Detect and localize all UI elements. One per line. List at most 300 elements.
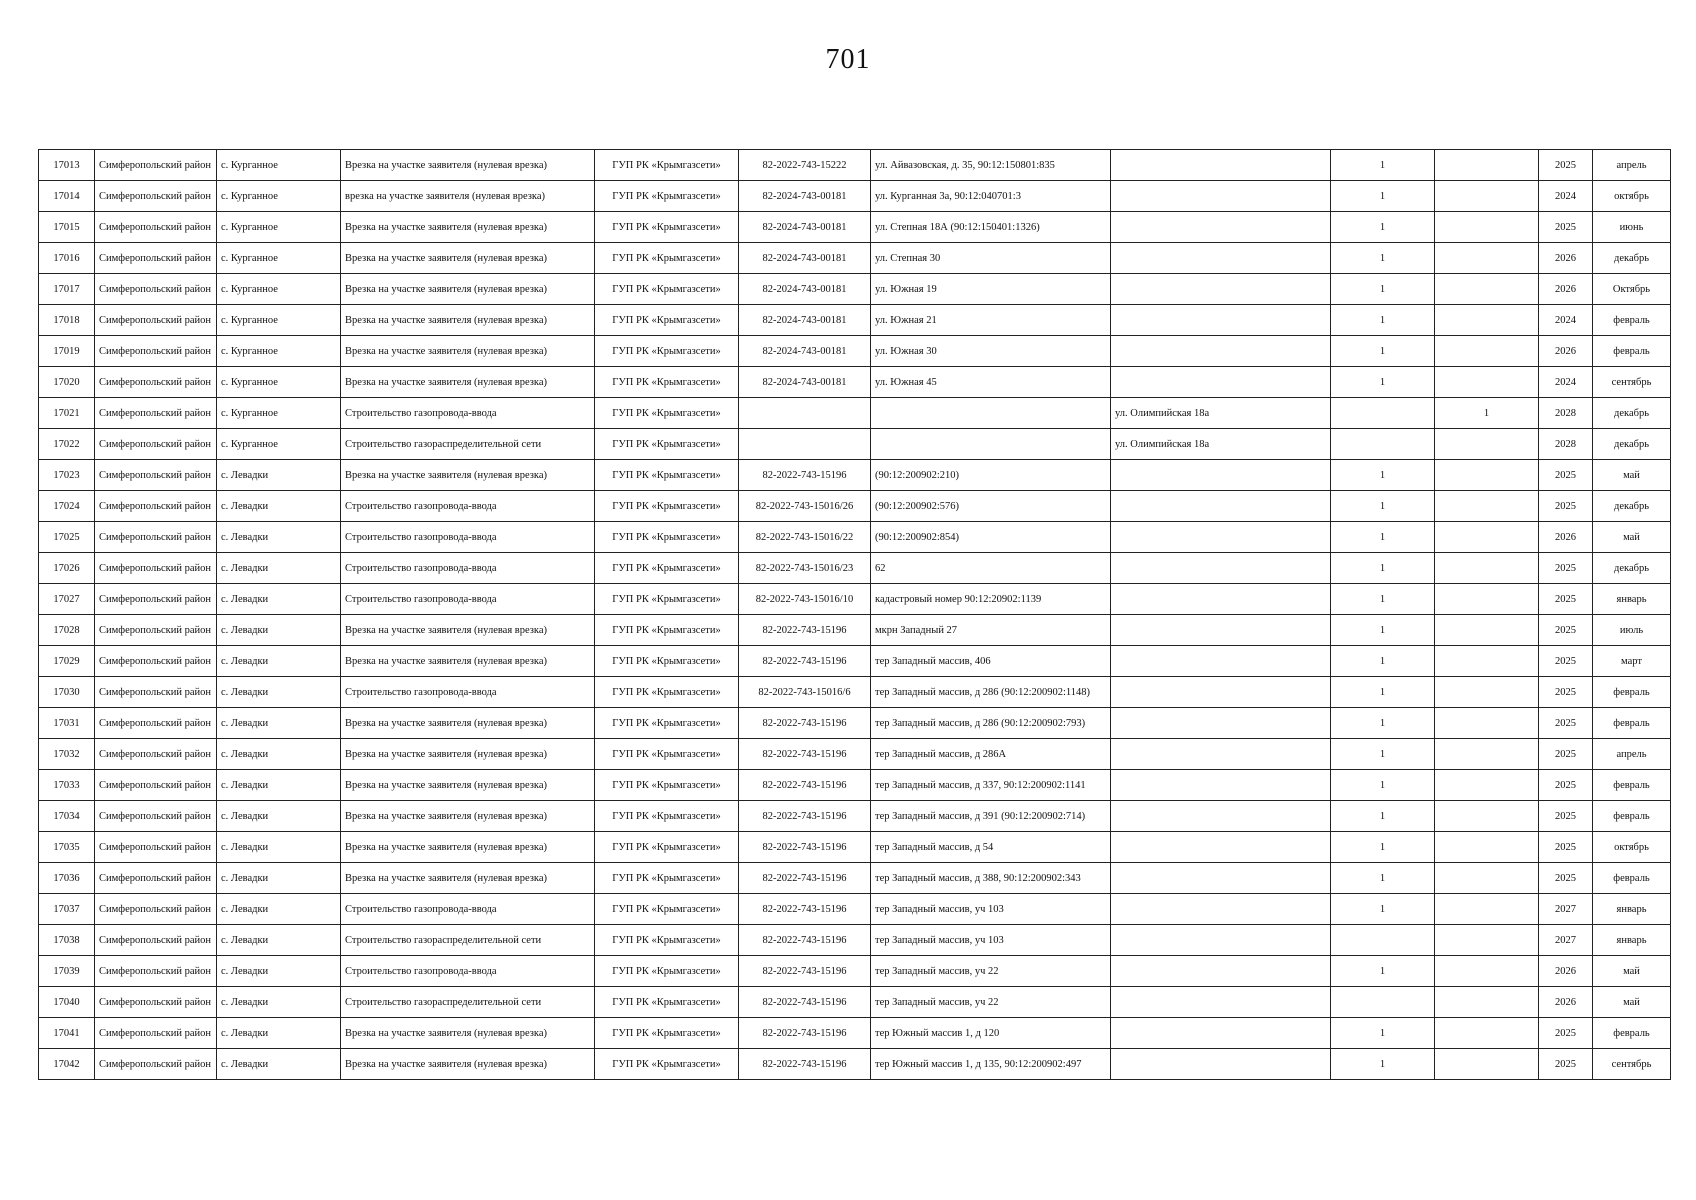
certificate-number-cell: 82-2024-743-00181	[739, 336, 871, 367]
address-alt-cell	[1111, 1049, 1331, 1080]
table-row	[39, 956, 1671, 987]
village-cell: с. Курганное	[217, 243, 341, 274]
row-number: 17037	[39, 894, 95, 925]
district-cell: Симферопольский район	[95, 894, 217, 925]
row-number: 17041	[39, 1018, 95, 1049]
work-type-cell: Врезка на участке заявителя (нулевая врезка)	[341, 801, 595, 832]
row-number: 17027	[39, 584, 95, 615]
address-cell: тер Западный массив, д 286 (90:12:200902:793)	[871, 708, 1111, 739]
quantity-alt-cell	[1435, 615, 1539, 646]
village-cell: с. Левадки	[217, 894, 341, 925]
address-alt-cell	[1111, 739, 1331, 770]
village-cell: с. Курганное	[217, 398, 341, 429]
certificate-number-cell: 82-2022-743-15196	[739, 894, 871, 925]
table-row	[39, 491, 1671, 522]
quantity-cell: 1	[1331, 863, 1435, 894]
district-cell: Симферопольский район	[95, 801, 217, 832]
quantity-alt-cell	[1435, 491, 1539, 522]
quantity-cell: 1	[1331, 243, 1435, 274]
row-number: 17036	[39, 863, 95, 894]
quantity-cell: 1	[1331, 1049, 1435, 1080]
quantity-alt-cell	[1435, 1018, 1539, 1049]
address-cell: тер Западный массив, д 286 (90:12:200902:1148)	[871, 677, 1111, 708]
village-cell: с. Левадки	[217, 863, 341, 894]
table-row	[39, 801, 1671, 832]
village-cell: с. Левадки	[217, 925, 341, 956]
quantity-cell: 1	[1331, 150, 1435, 181]
address-cell: тер Западный массив, д 391 (90:12:200902:714)	[871, 801, 1111, 832]
organization-cell: ГУП РК «Крымгазсети»	[595, 584, 739, 615]
address-cell	[871, 429, 1111, 460]
work-type-cell: Врезка на участке заявителя (нулевая врезка)	[341, 770, 595, 801]
district-cell: Симферопольский район	[95, 243, 217, 274]
year-cell: 2025	[1539, 615, 1593, 646]
village-cell: с. Левадки	[217, 739, 341, 770]
organization-cell: ГУП РК «Крымгазсети»	[595, 398, 739, 429]
organization-cell: ГУП РК «Крымгазсети»	[595, 770, 739, 801]
district-cell: Симферопольский район	[95, 677, 217, 708]
year-cell: 2025	[1539, 708, 1593, 739]
work-type-cell: Врезка на участке заявителя (нулевая врезка)	[341, 708, 595, 739]
village-cell: с. Левадки	[217, 1049, 341, 1080]
village-cell: с. Курганное	[217, 150, 341, 181]
village-cell: с. Левадки	[217, 553, 341, 584]
village-cell: с. Левадки	[217, 522, 341, 553]
village-cell: с. Левадки	[217, 677, 341, 708]
year-cell: 2025	[1539, 460, 1593, 491]
row-number: 17030	[39, 677, 95, 708]
address-alt-cell	[1111, 646, 1331, 677]
organization-cell: ГУП РК «Крымгазсети»	[595, 522, 739, 553]
row-number: 17025	[39, 522, 95, 553]
district-cell: Симферопольский район	[95, 367, 217, 398]
district-cell: Симферопольский район	[95, 770, 217, 801]
quantity-alt-cell	[1435, 460, 1539, 491]
organization-cell: ГУП РК «Крымгазсети»	[595, 739, 739, 770]
district-cell: Симферопольский район	[95, 832, 217, 863]
village-cell: с. Левадки	[217, 460, 341, 491]
organization-cell: ГУП РК «Крымгазсети»	[595, 894, 739, 925]
row-number: 17032	[39, 739, 95, 770]
row-number: 17034	[39, 801, 95, 832]
year-cell: 2026	[1539, 987, 1593, 1018]
certificate-number-cell: 82-2022-743-15196	[739, 801, 871, 832]
address-cell: тер Западный массив, 406	[871, 646, 1111, 677]
district-cell: Симферопольский район	[95, 956, 217, 987]
address-cell: ул. Южная 30	[871, 336, 1111, 367]
month-cell: январь	[1593, 584, 1671, 615]
organization-cell: ГУП РК «Крымгазсети»	[595, 553, 739, 584]
address-cell: 62	[871, 553, 1111, 584]
organization-cell: ГУП РК «Крымгазсети»	[595, 863, 739, 894]
district-cell: Симферопольский район	[95, 460, 217, 491]
quantity-alt-cell	[1435, 708, 1539, 739]
year-cell: 2028	[1539, 429, 1593, 460]
month-cell: декабрь	[1593, 398, 1671, 429]
work-type-cell: Врезка на участке заявителя (нулевая врезка)	[341, 274, 595, 305]
village-cell: с. Левадки	[217, 956, 341, 987]
certificate-number-cell: 82-2022-743-15196	[739, 770, 871, 801]
quantity-alt-cell	[1435, 770, 1539, 801]
quantity-cell: 1	[1331, 274, 1435, 305]
work-type-cell: Врезка на участке заявителя (нулевая врезка)	[341, 460, 595, 491]
quantity-alt-cell	[1435, 274, 1539, 305]
month-cell: сентябрь	[1593, 367, 1671, 398]
month-cell: февраль	[1593, 677, 1671, 708]
year-cell: 2025	[1539, 739, 1593, 770]
certificate-number-cell: 82-2024-743-00181	[739, 181, 871, 212]
work-type-cell: Врезка на участке заявителя (нулевая врезка)	[341, 863, 595, 894]
year-cell: 2026	[1539, 243, 1593, 274]
month-cell: май	[1593, 987, 1671, 1018]
work-type-cell: Врезка на участке заявителя (нулевая врезка)	[341, 367, 595, 398]
certificate-number-cell: 82-2022-743-15196	[739, 460, 871, 491]
address-cell: ул. Южная 19	[871, 274, 1111, 305]
village-cell: с. Курганное	[217, 429, 341, 460]
district-cell: Симферопольский район	[95, 181, 217, 212]
quantity-cell	[1331, 925, 1435, 956]
quantity-cell: 1	[1331, 739, 1435, 770]
month-cell: октябрь	[1593, 181, 1671, 212]
quantity-cell: 1	[1331, 181, 1435, 212]
table-row	[39, 1049, 1671, 1080]
quantity-cell: 1	[1331, 646, 1435, 677]
village-cell: с. Курганное	[217, 212, 341, 243]
village-cell: с. Левадки	[217, 832, 341, 863]
district-cell: Симферопольский район	[95, 212, 217, 243]
certificate-number-cell	[739, 429, 871, 460]
year-cell: 2025	[1539, 863, 1593, 894]
work-type-cell: Врезка на участке заявителя (нулевая врезка)	[341, 739, 595, 770]
table-row	[39, 894, 1671, 925]
row-number: 17026	[39, 553, 95, 584]
work-type-cell: Строительство газопровода-ввода	[341, 894, 595, 925]
month-cell: январь	[1593, 894, 1671, 925]
organization-cell: ГУП РК «Крымгазсети»	[595, 925, 739, 956]
row-number: 17035	[39, 832, 95, 863]
address-cell: ул. Айвазовская, д. 35, 90:12:150801:835	[871, 150, 1111, 181]
address-cell: ул. Степная 30	[871, 243, 1111, 274]
village-cell: с. Левадки	[217, 770, 341, 801]
month-cell: Октябрь	[1593, 274, 1671, 305]
district-cell: Симферопольский район	[95, 987, 217, 1018]
work-type-cell: Врезка на участке заявителя (нулевая врезка)	[341, 615, 595, 646]
certificate-number-cell: 82-2024-743-00181	[739, 274, 871, 305]
month-cell: сентябрь	[1593, 1049, 1671, 1080]
table-row	[39, 243, 1671, 274]
address-alt-cell	[1111, 615, 1331, 646]
quantity-cell: 1	[1331, 677, 1435, 708]
organization-cell: ГУП РК «Крымгазсети»	[595, 491, 739, 522]
certificate-number-cell	[739, 398, 871, 429]
certificate-number-cell: 82-2022-743-15196	[739, 987, 871, 1018]
table-row	[39, 832, 1671, 863]
work-type-cell: Врезка на участке заявителя (нулевая врезка)	[341, 832, 595, 863]
organization-cell: ГУП РК «Крымгазсети»	[595, 1018, 739, 1049]
address-cell	[871, 398, 1111, 429]
organization-cell: ГУП РК «Крымгазсети»	[595, 336, 739, 367]
certificate-number-cell: 82-2022-743-15016/23	[739, 553, 871, 584]
address-cell: тер Южный массив 1, д 135, 90:12:200902:497	[871, 1049, 1111, 1080]
village-cell: с. Левадки	[217, 708, 341, 739]
table-row	[39, 615, 1671, 646]
quantity-alt-cell	[1435, 212, 1539, 243]
work-type-cell: Врезка на участке заявителя (нулевая врезка)	[341, 646, 595, 677]
quantity-alt-cell: 1	[1435, 398, 1539, 429]
district-cell: Симферопольский район	[95, 584, 217, 615]
village-cell: с. Левадки	[217, 646, 341, 677]
address-alt-cell	[1111, 150, 1331, 181]
month-cell: январь	[1593, 925, 1671, 956]
row-number: 17020	[39, 367, 95, 398]
organization-cell: ГУП РК «Крымгазсети»	[595, 150, 739, 181]
table-row	[39, 460, 1671, 491]
year-cell: 2026	[1539, 274, 1593, 305]
address-cell: мкрн Западный 27	[871, 615, 1111, 646]
village-cell: с. Курганное	[217, 336, 341, 367]
month-cell: февраль	[1593, 863, 1671, 894]
quantity-cell: 1	[1331, 305, 1435, 336]
quantity-cell: 1	[1331, 1018, 1435, 1049]
month-cell: октябрь	[1593, 832, 1671, 863]
quantity-alt-cell	[1435, 429, 1539, 460]
row-number: 17033	[39, 770, 95, 801]
row-number: 17024	[39, 491, 95, 522]
year-cell: 2025	[1539, 801, 1593, 832]
year-cell: 2024	[1539, 305, 1593, 336]
organization-cell: ГУП РК «Крымгазсети»	[595, 274, 739, 305]
quantity-alt-cell	[1435, 1049, 1539, 1080]
quantity-cell: 1	[1331, 801, 1435, 832]
quantity-cell: 1	[1331, 708, 1435, 739]
quantity-alt-cell	[1435, 150, 1539, 181]
organization-cell: ГУП РК «Крымгазсети»	[595, 367, 739, 398]
table-row	[39, 677, 1671, 708]
work-type-cell: Строительство газораспределительной сети	[341, 925, 595, 956]
address-cell: кадастровый номер 90:12:20902:1139	[871, 584, 1111, 615]
year-cell: 2027	[1539, 925, 1593, 956]
district-cell: Симферопольский район	[95, 739, 217, 770]
work-type-cell: Строительство газораспределительной сети	[341, 987, 595, 1018]
address-alt-cell	[1111, 305, 1331, 336]
work-type-cell: Строительство газопровода-ввода	[341, 491, 595, 522]
month-cell: февраль	[1593, 336, 1671, 367]
gasification-table	[38, 149, 1671, 1080]
work-type-cell: Строительство газопровода-ввода	[341, 677, 595, 708]
address-alt-cell	[1111, 677, 1331, 708]
quantity-cell: 1	[1331, 522, 1435, 553]
certificate-number-cell: 82-2024-743-00181	[739, 305, 871, 336]
address-cell: (90:12:200902:210)	[871, 460, 1111, 491]
certificate-number-cell: 82-2022-743-15016/10	[739, 584, 871, 615]
address-cell: (90:12:200902:576)	[871, 491, 1111, 522]
quantity-cell: 1	[1331, 367, 1435, 398]
work-type-cell: Врезка на участке заявителя (нулевая врезка)	[341, 1018, 595, 1049]
address-cell: тер Западный массив, д 337, 90:12:200902:1141	[871, 770, 1111, 801]
year-cell: 2025	[1539, 553, 1593, 584]
quantity-alt-cell	[1435, 336, 1539, 367]
year-cell: 2024	[1539, 181, 1593, 212]
organization-cell: ГУП РК «Крымгазсети»	[595, 987, 739, 1018]
work-type-cell: Врезка на участке заявителя (нулевая врезка)	[341, 150, 595, 181]
table-row	[39, 336, 1671, 367]
address-alt-cell	[1111, 460, 1331, 491]
district-cell: Симферопольский район	[95, 1049, 217, 1080]
certificate-number-cell: 82-2022-743-15196	[739, 1049, 871, 1080]
address-alt-cell	[1111, 367, 1331, 398]
address-alt-cell	[1111, 584, 1331, 615]
certificate-number-cell: 82-2022-743-15196	[739, 739, 871, 770]
quantity-alt-cell	[1435, 584, 1539, 615]
organization-cell: ГУП РК «Крымгазсети»	[595, 708, 739, 739]
address-alt-cell	[1111, 987, 1331, 1018]
address-alt-cell	[1111, 553, 1331, 584]
year-cell: 2025	[1539, 646, 1593, 677]
quantity-cell: 1	[1331, 553, 1435, 584]
row-number: 17022	[39, 429, 95, 460]
address-alt-cell	[1111, 708, 1331, 739]
quantity-alt-cell	[1435, 801, 1539, 832]
certificate-number-cell: 82-2022-743-15196	[739, 615, 871, 646]
certificate-number-cell: 82-2022-743-15196	[739, 646, 871, 677]
address-cell: тер Западный массив, д 388, 90:12:200902:343	[871, 863, 1111, 894]
month-cell: февраль	[1593, 1018, 1671, 1049]
address-alt-cell	[1111, 212, 1331, 243]
organization-cell: ГУП РК «Крымгазсети»	[595, 429, 739, 460]
month-cell: апрель	[1593, 739, 1671, 770]
village-cell: с. Курганное	[217, 367, 341, 398]
row-number: 17042	[39, 1049, 95, 1080]
quantity-cell: 1	[1331, 832, 1435, 863]
district-cell: Симферопольский район	[95, 336, 217, 367]
year-cell: 2025	[1539, 1018, 1593, 1049]
month-cell: декабрь	[1593, 243, 1671, 274]
month-cell: июль	[1593, 615, 1671, 646]
organization-cell: ГУП РК «Крымгазсети»	[595, 460, 739, 491]
certificate-number-cell: 82-2022-743-15016/26	[739, 491, 871, 522]
year-cell: 2026	[1539, 336, 1593, 367]
row-number: 17021	[39, 398, 95, 429]
table-row	[39, 305, 1671, 336]
month-cell: декабрь	[1593, 491, 1671, 522]
table-row	[39, 584, 1671, 615]
quantity-alt-cell	[1435, 925, 1539, 956]
district-cell: Симферопольский район	[95, 646, 217, 677]
quantity-cell	[1331, 429, 1435, 460]
row-number: 17031	[39, 708, 95, 739]
table-row	[39, 212, 1671, 243]
quantity-alt-cell	[1435, 956, 1539, 987]
quantity-cell: 1	[1331, 894, 1435, 925]
work-type-cell: Строительство газопровода-ввода	[341, 553, 595, 584]
year-cell: 2024	[1539, 367, 1593, 398]
address-alt-cell	[1111, 491, 1331, 522]
quantity-alt-cell	[1435, 677, 1539, 708]
certificate-number-cell: 82-2022-743-15196	[739, 832, 871, 863]
village-cell: с. Левадки	[217, 491, 341, 522]
work-type-cell: Строительство газораспределительной сети	[341, 429, 595, 460]
quantity-alt-cell	[1435, 894, 1539, 925]
quantity-cell	[1331, 987, 1435, 1018]
certificate-number-cell: 82-2022-743-15196	[739, 1018, 871, 1049]
organization-cell: ГУП РК «Крымгазсети»	[595, 243, 739, 274]
district-cell: Симферопольский район	[95, 925, 217, 956]
year-cell: 2027	[1539, 894, 1593, 925]
quantity-alt-cell	[1435, 367, 1539, 398]
address-cell: тер Западный массив, д 54	[871, 832, 1111, 863]
table-row	[39, 987, 1671, 1018]
year-cell: 2025	[1539, 150, 1593, 181]
address-cell: тер Западный массив, уч 22	[871, 987, 1111, 1018]
certificate-number-cell: 82-2022-743-15196	[739, 956, 871, 987]
organization-cell: ГУП РК «Крымгазсети»	[595, 615, 739, 646]
certificate-number-cell: 82-2022-743-15196	[739, 925, 871, 956]
table-row	[39, 925, 1671, 956]
address-alt-cell	[1111, 801, 1331, 832]
address-alt-cell	[1111, 894, 1331, 925]
village-cell: с. Левадки	[217, 584, 341, 615]
quantity-cell: 1	[1331, 336, 1435, 367]
quantity-alt-cell	[1435, 181, 1539, 212]
district-cell: Симферопольский район	[95, 429, 217, 460]
year-cell: 2025	[1539, 1049, 1593, 1080]
address-alt-cell	[1111, 522, 1331, 553]
work-type-cell: Строительство газопровода-ввода	[341, 398, 595, 429]
table-body	[39, 150, 1671, 1080]
table-row	[39, 274, 1671, 305]
address-cell: ул. Степная 18А (90:12:150401:1326)	[871, 212, 1111, 243]
organization-cell: ГУП РК «Крымгазсети»	[595, 801, 739, 832]
month-cell: декабрь	[1593, 553, 1671, 584]
year-cell: 2028	[1539, 398, 1593, 429]
row-number: 17019	[39, 336, 95, 367]
address-alt-cell	[1111, 925, 1331, 956]
address-alt-cell	[1111, 1018, 1331, 1049]
village-cell: с. Левадки	[217, 1018, 341, 1049]
quantity-cell: 1	[1331, 584, 1435, 615]
village-cell: с. Левадки	[217, 801, 341, 832]
row-number: 17015	[39, 212, 95, 243]
month-cell: апрель	[1593, 150, 1671, 181]
address-alt-cell	[1111, 181, 1331, 212]
row-number: 17017	[39, 274, 95, 305]
work-type-cell: Строительство газопровода-ввода	[341, 522, 595, 553]
work-type-cell: Врезка на участке заявителя (нулевая врезка)	[341, 212, 595, 243]
table-row	[39, 522, 1671, 553]
organization-cell: ГУП РК «Крымгазсети»	[595, 1049, 739, 1080]
work-type-cell: Врезка на участке заявителя (нулевая врезка)	[341, 336, 595, 367]
table-row	[39, 181, 1671, 212]
address-alt-cell	[1111, 956, 1331, 987]
month-cell: февраль	[1593, 708, 1671, 739]
address-cell: тер Южный массив 1, д 120	[871, 1018, 1111, 1049]
quantity-cell: 1	[1331, 956, 1435, 987]
table-row	[39, 863, 1671, 894]
month-cell: март	[1593, 646, 1671, 677]
certificate-number-cell: 82-2022-743-15196	[739, 708, 871, 739]
row-number: 17014	[39, 181, 95, 212]
row-number: 17040	[39, 987, 95, 1018]
district-cell: Симферопольский район	[95, 863, 217, 894]
quantity-cell: 1	[1331, 460, 1435, 491]
quantity-cell	[1331, 398, 1435, 429]
address-cell: ул. Южная 21	[871, 305, 1111, 336]
work-type-cell: Врезка на участке заявителя (нулевая врезка)	[341, 243, 595, 274]
quantity-cell: 1	[1331, 491, 1435, 522]
row-number: 17018	[39, 305, 95, 336]
month-cell: май	[1593, 460, 1671, 491]
month-cell: февраль	[1593, 801, 1671, 832]
